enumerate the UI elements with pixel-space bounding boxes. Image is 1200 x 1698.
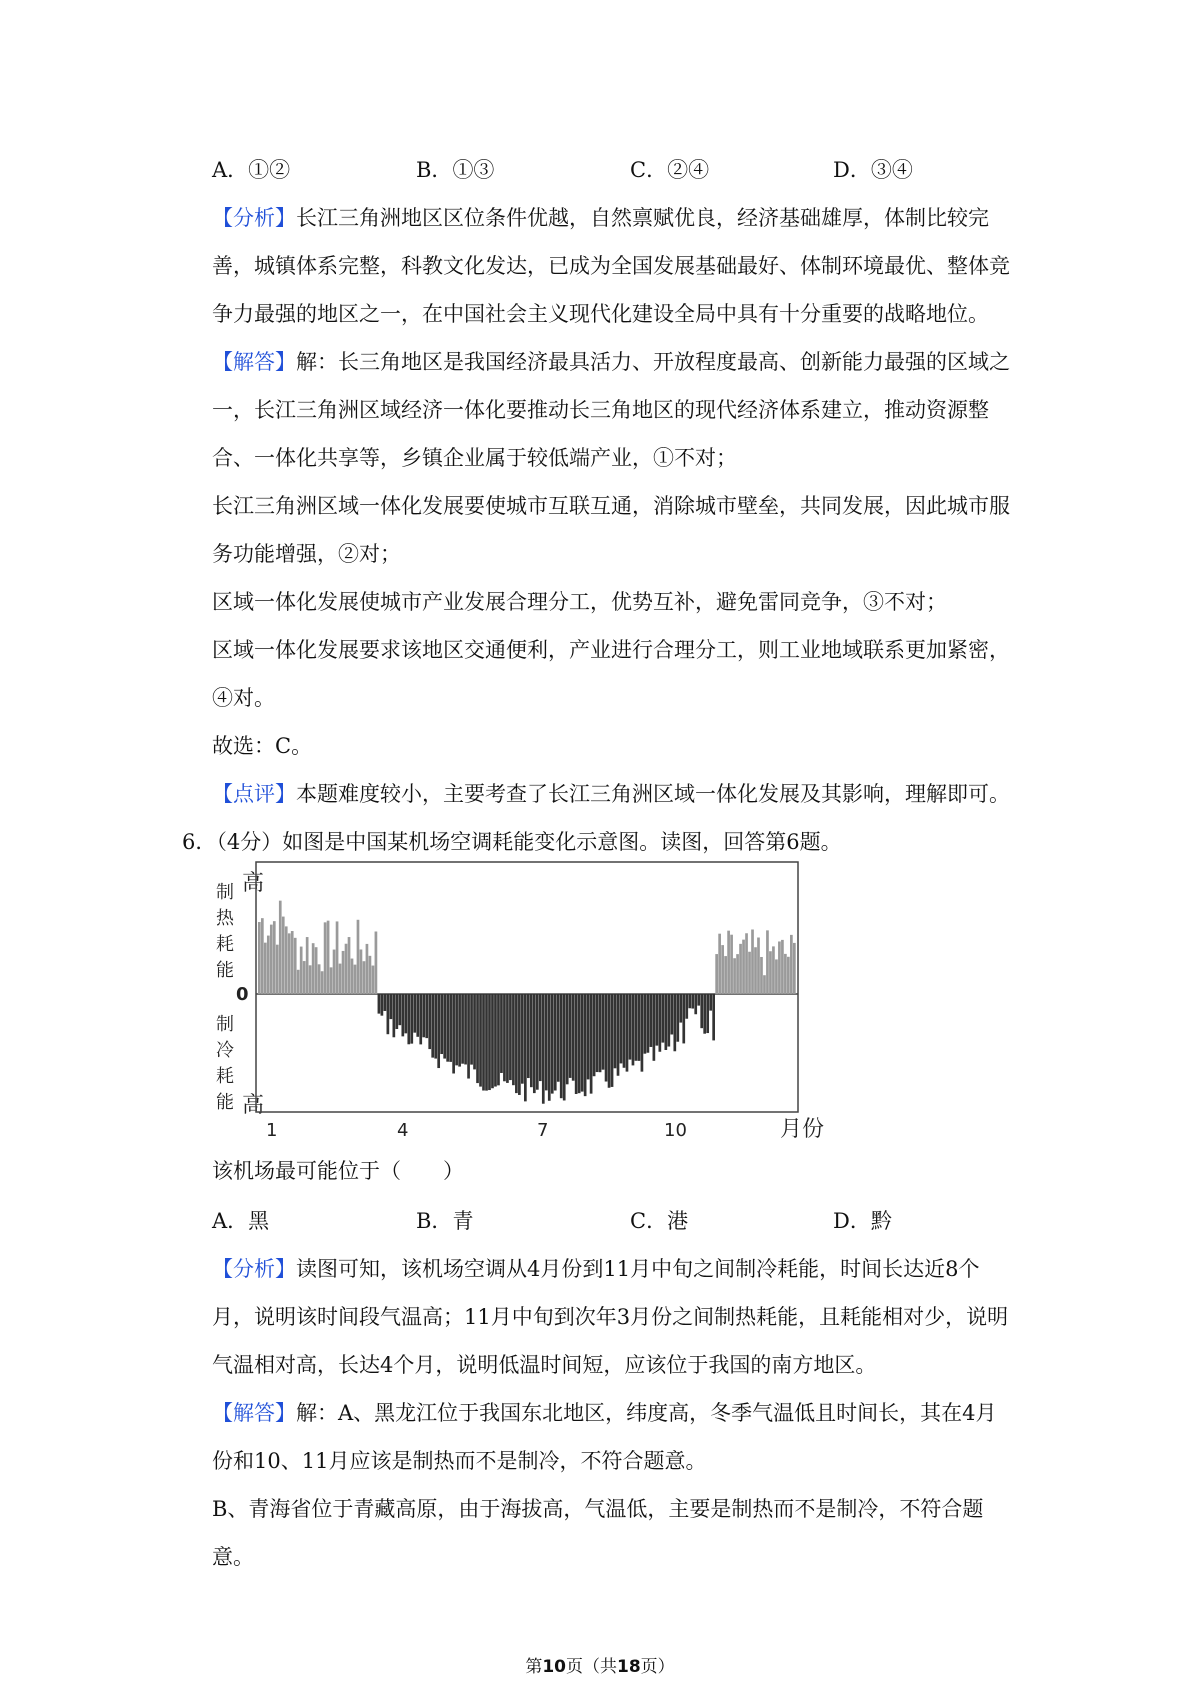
q5-comment-line: 【点评】本题难度较小，主要考查了长江三角洲区域一体化发展及其影响，理解即可。 [212, 782, 1010, 806]
heating-bar [288, 933, 291, 994]
cooling-bar [455, 994, 458, 1065]
cooling-bar [700, 994, 703, 1028]
heating-bar [733, 958, 736, 994]
cooling-bar [473, 994, 476, 1069]
cooling-bar [623, 994, 626, 1068]
cooling-bar [706, 994, 709, 1033]
heating-bar [360, 949, 363, 994]
q6-analysis-line: 【分析】读图可知，该机场空调从4月份到11月中旬之间制冷耗能，时间长达近8个 [212, 1257, 980, 1281]
heating-bar [336, 921, 339, 994]
heating-bar [345, 944, 348, 994]
cooling-bar [491, 994, 494, 1088]
heating-bar [754, 947, 757, 994]
cooling-bar [691, 994, 694, 1009]
heating-bar [321, 971, 324, 994]
cooling-bar [404, 994, 407, 1033]
heating-bar [267, 936, 270, 994]
heating-bar [354, 965, 357, 994]
cooling-bar [682, 994, 685, 1043]
q5-option-d: D．③④ [833, 158, 913, 182]
cooling-bar [500, 994, 503, 1073]
cooling-bar [506, 994, 509, 1083]
heating-bar [718, 934, 721, 994]
cooling-bar [449, 994, 452, 1062]
cooling-bar [407, 994, 410, 1044]
cooling-bar [503, 994, 506, 1081]
cooling-bar [479, 994, 482, 1087]
cooling-bar [644, 994, 647, 1054]
heating-axis-label-char: 制 [216, 882, 234, 903]
analysis-tag: 【分析】 [212, 206, 296, 230]
cooling-bar [575, 994, 578, 1094]
cooling-bar [398, 994, 401, 1025]
q6-option-b: B．青 [416, 1209, 474, 1233]
heating-bar [279, 901, 282, 994]
heating-bar [330, 967, 333, 994]
heating-bar [300, 947, 303, 994]
heating-axis-label-char: 能 [216, 960, 234, 981]
q5-option-c: C．②④ [630, 158, 710, 182]
heating-bar [318, 964, 321, 994]
cooling-bar [629, 994, 632, 1060]
heating-axis-label-char: 耗 [216, 934, 234, 955]
cooling-bar [712, 994, 715, 1040]
heating-bar [282, 917, 285, 994]
heating-bar [339, 964, 342, 994]
cooling-bar [635, 994, 638, 1061]
cooling-bar [676, 994, 679, 1042]
energy-bars [258, 901, 796, 1104]
cooling-bar [566, 994, 569, 1084]
page-number: 10 [542, 1657, 566, 1677]
cooling-bar [679, 994, 682, 1023]
heating-bar [357, 920, 360, 994]
cooling-bar [422, 994, 425, 1037]
heating-bar [333, 950, 336, 994]
heating-bar [742, 940, 745, 994]
heating-bar [348, 937, 351, 994]
answer-tag: 【解答】 [212, 1401, 296, 1425]
heating-bar [766, 930, 769, 994]
cooling-bar [709, 994, 712, 1011]
cooling-bar [626, 994, 629, 1072]
heating-bar [291, 931, 294, 994]
heating-bar [327, 921, 330, 994]
heating-bar [760, 957, 763, 994]
cooling-bar [515, 994, 518, 1093]
q5-answer-line: 区域一体化发展使城市产业发展合理分工，优势互补，避免雷同竞争，③不对； [212, 590, 947, 614]
cooling-bar [443, 994, 446, 1059]
q6-analysis-line: 气温相对高，长达4个月，说明低温时间短，应该位于我国的南方地区。 [212, 1353, 877, 1377]
cooling-bar [542, 994, 545, 1104]
cooling-bar [387, 994, 390, 1034]
cooling-bar [584, 994, 587, 1096]
cooling-bar [599, 994, 602, 1072]
heating-bar [372, 966, 375, 994]
analysis-tag: 【分析】 [212, 1257, 296, 1281]
cooling-bar [548, 994, 551, 1101]
cooling-bar [425, 994, 428, 1038]
q6-answer-line: B、青海省位于青藏高原，由于海拔高，气温低，主要是制热而不是制冷，不符合题 [212, 1497, 984, 1521]
heating-bar [363, 961, 366, 994]
heating-bar [787, 957, 790, 994]
heating-bar [306, 937, 309, 994]
heating-bar [261, 918, 264, 994]
cooling-bar [539, 994, 542, 1081]
cooling-bar [659, 994, 662, 1052]
cooling-bar [521, 994, 524, 1084]
q5-answer-line: 故选：C。 [212, 734, 313, 758]
heating-bar [793, 943, 796, 994]
cooling-bar [464, 994, 467, 1064]
cooling-bar [518, 994, 521, 1095]
cooling-bar [620, 994, 623, 1063]
cooling-bar [569, 994, 572, 1078]
cooling-bar [587, 994, 590, 1079]
cooling-bar [617, 994, 620, 1076]
cooling-bar [653, 994, 656, 1061]
cooling-bar [419, 994, 422, 1044]
heating-bar [273, 921, 276, 994]
heating-bar [736, 954, 739, 994]
cooling-bar [476, 994, 479, 1083]
x-unit-label: 月份 [780, 1117, 825, 1142]
cooling-bar [434, 994, 437, 1059]
cooling-bar [446, 994, 449, 1062]
cooling-bar [614, 994, 617, 1068]
q5-option-a: A．①② [212, 158, 291, 182]
heating-bar [270, 925, 273, 994]
q5-analysis-line: 善，城镇体系完整，科教文化发达，已成为全国发展基础最好、体制环境最优、整体竞 [212, 254, 1010, 278]
cooling-bar [647, 994, 650, 1053]
cooling-bar [638, 994, 641, 1061]
cooling-bar [688, 994, 691, 1008]
cooling-bar [602, 994, 605, 1070]
cooling-bar [488, 994, 491, 1090]
cooling-bar [563, 994, 566, 1100]
q6-question: 该机场最可能位于（ ） [212, 1159, 464, 1183]
cooling-bar [685, 994, 688, 1019]
cooling-bar [458, 994, 461, 1067]
cooling-bar [482, 994, 485, 1091]
zero-label: 0 [236, 984, 249, 1005]
heating-bar [724, 956, 727, 994]
x-tick-label: 7 [537, 1120, 549, 1141]
heating-bar [745, 933, 748, 994]
cooling-bar [485, 994, 488, 1091]
heating-bar [258, 922, 261, 994]
q5-answer-line: 合、一体化共享等，乡镇企业属于较低端产业，①不对； [212, 446, 737, 470]
heating-axis-label-char: 热 [216, 908, 234, 929]
cooling-bar [527, 994, 530, 1078]
cooling-bar [560, 994, 563, 1098]
cooling-bar [662, 994, 665, 1043]
q5-option-b: B．①③ [416, 158, 495, 182]
heating-bar [297, 970, 300, 994]
cooling-bar [590, 994, 593, 1094]
heating-bar [375, 931, 378, 994]
cooling-bar [393, 994, 396, 1037]
q5-answer-line: 【解答】解：长三角地区是我国经济最具活力、开放程度最高、创新能力最强的区域之 [212, 350, 1010, 374]
cooling-bar [410, 994, 413, 1044]
x-tick-label: 1 [266, 1120, 278, 1141]
cooling-bar [536, 994, 539, 1090]
cooling-bar [431, 994, 434, 1058]
heating-bar [757, 938, 760, 994]
heating-bar [790, 935, 793, 994]
cooling-bar [694, 994, 697, 1014]
heating-bar [285, 926, 288, 994]
cooling-bar [440, 994, 443, 1054]
heating-bar [784, 954, 787, 994]
heating-bar [778, 941, 781, 994]
cooling-bar [667, 994, 670, 1047]
heating-bar [366, 944, 369, 994]
heating-bar [309, 965, 312, 994]
heating-bar [775, 959, 778, 994]
q6-answer-line: 【解答】解：A、黑龙江位于我国东北地区，纬度高，冬季气温低且时间长，其在4月 [212, 1401, 997, 1425]
cooling-bar [395, 994, 398, 1029]
heating-bar [721, 945, 724, 994]
cooling-bar [596, 994, 599, 1072]
cooling-bar [697, 994, 700, 1006]
cooling-bar [467, 994, 470, 1079]
cooling-bar [530, 994, 533, 1087]
cooling-bar [545, 994, 548, 1090]
q6-answer-line: 意。 [212, 1545, 254, 1569]
heating-bar [727, 931, 730, 994]
cooling-axis-label-char: 耗 [216, 1066, 234, 1087]
cooling-bar [581, 994, 584, 1092]
heating-bar [769, 951, 772, 994]
heating-bar [763, 975, 766, 994]
heating-bar [369, 956, 372, 994]
cooling-bar [572, 994, 575, 1081]
heating-bar [739, 944, 742, 994]
cooling-bar [656, 994, 659, 1046]
cooling-bar [381, 994, 384, 1016]
heating-bar [751, 930, 754, 995]
cooling-bar [632, 994, 635, 1065]
q5-answer-line: 一，长江三角洲区域经济一体化要推动长三角地区的现代经济体系建立，推动资源整 [212, 398, 989, 422]
q6-answer-line: 份和10、11月应该是制热而不是制冷，不符合题意。 [212, 1449, 707, 1473]
heating-bar [781, 940, 784, 994]
cooling-bar [641, 994, 644, 1072]
heating-bar [772, 946, 775, 994]
heating-bar [312, 943, 315, 994]
q5-analysis-line: 争力最强的地区之一，在中国社会主义现代化建设全局中具有十分重要的战略地位。 [212, 302, 989, 326]
x-tick-label: 4 [397, 1120, 409, 1141]
cooling-bar [533, 994, 536, 1093]
heating-bar [748, 952, 751, 994]
cooling-bar [611, 994, 614, 1087]
cooling-bar [608, 994, 611, 1088]
heating-bar [264, 943, 267, 994]
cooling-bar [437, 994, 440, 1068]
heating-bar [303, 961, 306, 994]
cooling-bar [509, 994, 512, 1080]
page-total: 18 [617, 1657, 641, 1677]
q5-answer-line: 区域一体化发展要求该地区交通便利，产业进行合理分工，则工业地域联系更加紧密， [212, 638, 1010, 662]
cooling-bar [494, 994, 497, 1087]
cooling-bar [551, 994, 554, 1094]
comment-tag: 【点评】 [212, 782, 296, 806]
cooling-bar [401, 994, 404, 1036]
cooling-axis-label-char: 能 [216, 1092, 234, 1113]
cooling-axis-label-char: 冷 [216, 1040, 234, 1061]
q6-option-c: C．港 [630, 1209, 689, 1233]
question-number: 6． [182, 830, 217, 854]
energy-chart [208, 860, 898, 1150]
cooling-bar [390, 994, 393, 1019]
q5-answer-line: 长江三角洲区域一体化发展要使城市互联互通，消除城市壁垒，共同发展，因此城市服 [212, 494, 1010, 518]
cooling-bar [416, 994, 419, 1037]
cooling-bar [578, 994, 581, 1093]
cooling-bar [378, 994, 381, 1014]
cooling-bar [470, 994, 473, 1065]
q6-option-d: D．黔 [833, 1209, 892, 1233]
cooling-bar [650, 994, 653, 1047]
cooling-bar [605, 994, 608, 1082]
cooling-bar [461, 994, 464, 1064]
heating-bar [715, 954, 718, 994]
cooling-bar [413, 994, 416, 1033]
heating-bar [342, 951, 345, 994]
cooling-bar [557, 994, 560, 1082]
cooling-bar [524, 994, 527, 1101]
q5-analysis-line: 【分析】长江三角洲地区区位条件优越，自然禀赋优良，经济基础雄厚，体制比较完 [212, 206, 989, 230]
q5-answer-line: ④对。 [212, 686, 275, 710]
cooling-bar [428, 994, 431, 1049]
cooling-bar [703, 994, 706, 1034]
heating-bar [315, 947, 318, 994]
page-footer: 第10页（共18页） [525, 1657, 675, 1677]
cooling-bar [593, 994, 596, 1076]
heating-high-label: 高 [242, 871, 265, 896]
q5-answer-line: 务功能增强，②对； [212, 542, 401, 566]
heating-bar [351, 959, 354, 994]
cooling-bar [673, 994, 676, 1051]
cooling-high-label: 高 [242, 1093, 265, 1118]
cooling-bar [512, 994, 515, 1085]
cooling-bar [664, 994, 667, 1050]
cooling-bar [554, 994, 557, 1091]
cooling-bar [670, 994, 673, 1034]
x-tick-label: 10 [664, 1120, 687, 1141]
q6-stem: 6．（4分）如图是中国某机场空调耗能变化示意图。读图，回答第6题。 [182, 830, 842, 854]
cooling-axis-label-char: 制 [216, 1014, 234, 1035]
cooling-bar [497, 994, 500, 1085]
heating-bar [294, 938, 297, 994]
answer-tag: 【解答】 [212, 350, 296, 374]
heating-bar [276, 945, 279, 994]
heating-bar [730, 935, 733, 994]
cooling-bar [384, 994, 387, 1011]
q6-analysis-line: 月，说明该时间段气温高；11月中旬到次年3月份之间制热耗能，且耗能相对少，说明 [212, 1305, 1009, 1329]
q6-option-a: A．黑 [212, 1209, 270, 1233]
heating-bar [324, 922, 327, 994]
cooling-bar [452, 994, 455, 1073]
